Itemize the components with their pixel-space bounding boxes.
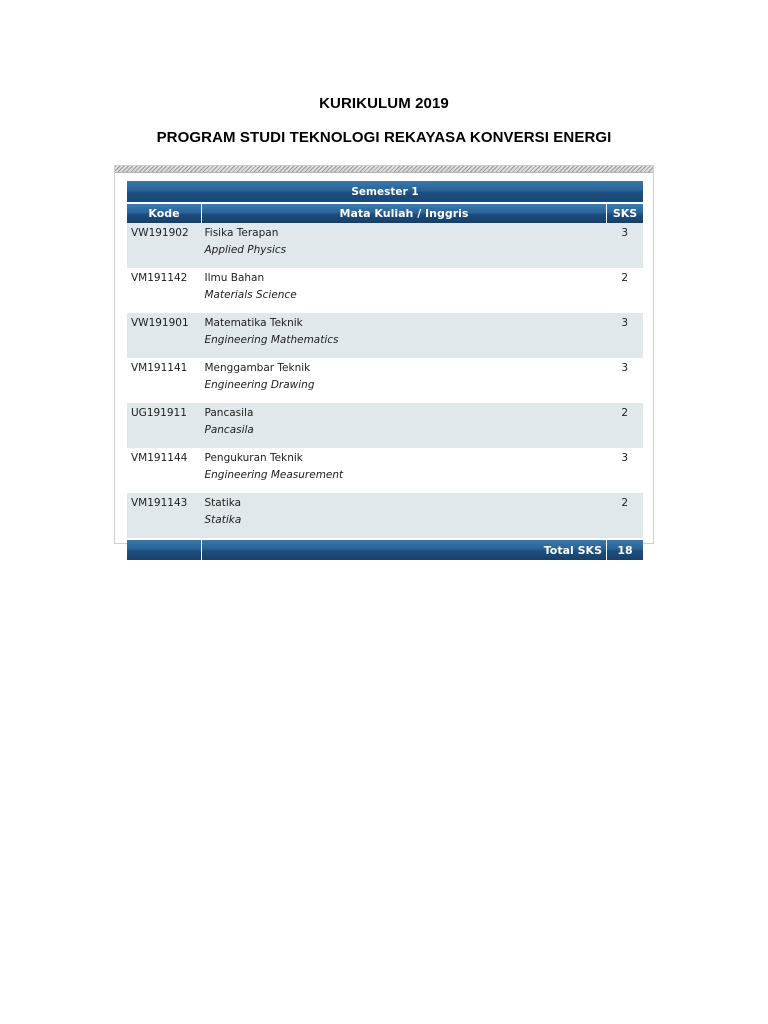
frame-stripe-decoration [115, 166, 653, 173]
course-name: Statika [204, 497, 242, 509]
course-name-cell [202, 223, 607, 268]
course-code: VW191901 [127, 313, 202, 358]
course-sks: 3 [607, 448, 644, 493]
course-name-english: Statika [204, 514, 242, 526]
table-row [127, 358, 643, 403]
table-row [127, 493, 643, 539]
course-code: VM191142 [127, 268, 202, 313]
total-sks-label: Total SKS [202, 539, 607, 560]
course-name: Pengukuran Teknik [204, 452, 303, 464]
course-name-cell [202, 493, 607, 539]
column-header-row [127, 203, 643, 223]
course-name-cell [202, 403, 607, 448]
document-subtitle: PROGRAM STUDI TEKNOLOGI REKAYASA KONVERSI ENERGI [156, 129, 612, 146]
course-name-english: Engineering Drawing [204, 379, 315, 391]
course-sks: 2 [607, 493, 644, 539]
course-name-english: Engineering Mathematics [204, 334, 339, 346]
course-code: VM191144 [127, 448, 202, 493]
table-row [127, 268, 643, 313]
course-name-cell [202, 268, 607, 313]
total-sks-value: 18 [607, 539, 644, 560]
semester-label: Semester 1 [127, 181, 643, 203]
course-name: Fisika Terapan [204, 227, 279, 239]
course-name-english: Pancasila [204, 424, 254, 436]
table-row [127, 403, 643, 448]
course-sks: 3 [607, 223, 644, 268]
course-name: Menggambar Teknik [204, 362, 311, 374]
total-row [127, 539, 643, 560]
course-name: Matematika Teknik [204, 317, 303, 329]
course-name-english: Materials Science [204, 289, 297, 301]
total-empty-cell [127, 539, 202, 560]
course-code: VM191143 [127, 493, 202, 539]
course-sks: 2 [607, 268, 644, 313]
course-name: Ilmu Bahan [204, 272, 265, 284]
curriculum-table [127, 181, 643, 560]
column-header-kode: Kode [127, 203, 202, 223]
course-code: VM191141 [127, 358, 202, 403]
table-row [127, 223, 643, 268]
course-name: Pancasila [204, 407, 254, 419]
course-name-cell [202, 358, 607, 403]
document-title: KURIKULUM 2019 [319, 95, 449, 112]
column-header-sks: SKS [607, 203, 644, 223]
course-code: VW191902 [127, 223, 202, 268]
semester-header-row [127, 181, 643, 203]
course-name-cell [202, 313, 607, 358]
course-name-english: Applied Physics [204, 244, 287, 256]
course-name-cell [202, 448, 607, 493]
table-row [127, 448, 643, 493]
course-sks: 2 [607, 403, 644, 448]
course-sks: 3 [607, 313, 644, 358]
table-row [127, 313, 643, 358]
course-name-english: Engineering Measurement [204, 469, 344, 481]
course-sks: 3 [607, 358, 644, 403]
column-header-mata-kuliah: Mata Kuliah / Inggris [202, 203, 607, 223]
course-code: UG191911 [127, 403, 202, 448]
